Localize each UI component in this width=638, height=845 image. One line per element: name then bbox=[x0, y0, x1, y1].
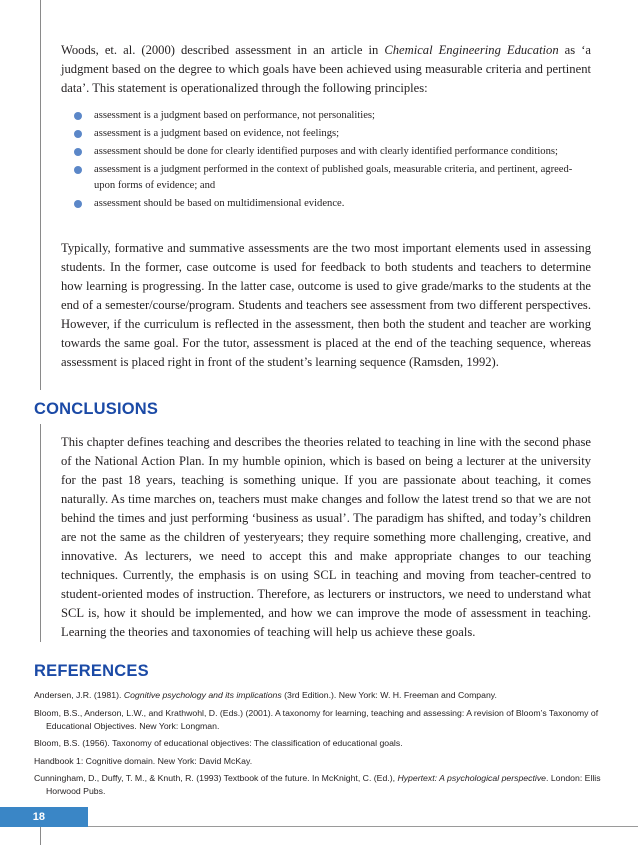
assessment-paragraph: Typically, formative and summative assessments are the two most important elements used in assessing students. In the former, case outcome is used for feedback to both students and teachers to determine how learning is progressing. In the latter case, outcome is used to give grade/marks to the students at the end of a semester/course/program. Students and teachers see assessment from two different perspectives. However, if the curriculum is reflected in the assessment, then both the student and teacher are working towards the same goal. For the tutor, assessment is placed at the end of the teaching sequence, whereas assessment is placed right in front of the student’s learning sequence (Ramsden, 1992). bbox=[61, 241, 591, 369]
reference-text: Bloom, B.S., Anderson, L.W., and Krathwohl, D. (Eds.) (2001). A taxonomy for learning, teaching and assessing: A revision of Bloom’s Taxonomy of Educational Objectives. New York: Longman. bbox=[34, 707, 599, 731]
reference-text: Andersen, J.R. (1981). bbox=[34, 690, 124, 700]
journal-title: Chemical Engineering Education bbox=[384, 43, 559, 57]
footer-margin-rule bbox=[40, 827, 41, 845]
intro-paragraph bbox=[61, 41, 591, 98]
reference-item bbox=[34, 707, 614, 733]
reference-title: Cognitive psychology and its implications bbox=[123, 690, 282, 700]
bullet-dot-icon bbox=[74, 130, 82, 138]
intro-text-end: as ‘a judgment based on the degree to which goals have been achieved using measurable criteria and pertinent data’. This statement is operationalized through the following principles: bbox=[61, 43, 591, 95]
intro-text-start: Woods, et. al. (2000) described assessment in an article in bbox=[61, 43, 385, 57]
left-margin-rule-2 bbox=[40, 424, 41, 642]
reference-text: Handbook 1: Cognitive domain. New York: David McKay. bbox=[34, 755, 253, 766]
conclusions-heading: CONCLUSIONS bbox=[34, 400, 159, 418]
list-item-text: assessment is a judgment based on performance, not personalities; bbox=[94, 110, 375, 121]
list-item bbox=[74, 144, 574, 160]
references-list bbox=[34, 689, 614, 803]
reference-item bbox=[34, 772, 614, 798]
reference-title: Hypertext: A psychological perspective bbox=[397, 773, 546, 783]
principles-list bbox=[74, 108, 574, 214]
list-item-text: assessment should be based on multidimensional evidence. bbox=[94, 197, 345, 209]
reference-text: (3rd Edition.). New York: W. H. Freeman and Company. bbox=[281, 690, 497, 700]
page-number: 18 bbox=[0, 807, 88, 827]
list-item-text: assessment is a judgment based on evidence, not feelings; bbox=[94, 128, 340, 139]
reference-item bbox=[34, 737, 614, 750]
reference-item bbox=[34, 689, 614, 702]
footer-rule bbox=[88, 826, 638, 827]
reference-text: . London: Ellis Horwood Pubs. bbox=[46, 773, 601, 796]
list-item bbox=[74, 162, 574, 193]
references-heading: REFERENCES bbox=[34, 662, 149, 680]
left-margin-rule bbox=[40, 0, 41, 390]
list-item-text: assessment should be done for clearly identified purposes and with clearly identified performance conditions; bbox=[94, 146, 558, 157]
bullet-dot-icon bbox=[74, 148, 82, 156]
reference-item bbox=[34, 755, 614, 768]
list-item bbox=[74, 196, 574, 212]
list-item-text: assessment is a judgment performed in the context of published goals, measurable criteria, and pertinent, agreed-upon forms of evidence; and bbox=[94, 164, 573, 191]
reference-text: Cunningham, D., Duffy, T. M., & Knuth, R. (1993) Textbook of the future. In McKnight, C. (Ed.), bbox=[34, 773, 398, 783]
conclusions-paragraph: This chapter defines teaching and describes the theories related to teaching in line with the second phase of the National Action Plan. In my humble opinion, which is based on being a lecturer at the university for the past 18 years, teaching is something unique. If you are passionate about teaching, it comes naturally. As time marches on, teachers must make changes and follow the latest trend so that we are not behind the times and just performing ‘business as usual’. The paradigm has shifted, and today’s children are not the same as the children of yesteryears; they require something more challenging, creative, and innovative. As lecturers, we need to accept this and make appropriate changes to our teaching techniques. Currently, the emphasis is on using SCL in teaching and moving from teacher-centred to student-oriented modes of instruction. Therefore, as lecturers or instructors, we need to understand what SCL is, how it should be implemented, and how we can improve the mode of assessment in teaching. Learning the theories and taxonomies of teaching will help us achieve these goals. bbox=[61, 435, 591, 639]
bullet-dot-icon bbox=[74, 166, 82, 174]
bullet-dot-icon bbox=[74, 200, 82, 208]
reference-text: Bloom, B.S. (1956). Taxonomy of educational objectives: The classification of educational goals. bbox=[34, 738, 403, 748]
bullet-dot-icon bbox=[74, 112, 82, 120]
list-item bbox=[74, 108, 574, 124]
list-item bbox=[74, 126, 574, 142]
